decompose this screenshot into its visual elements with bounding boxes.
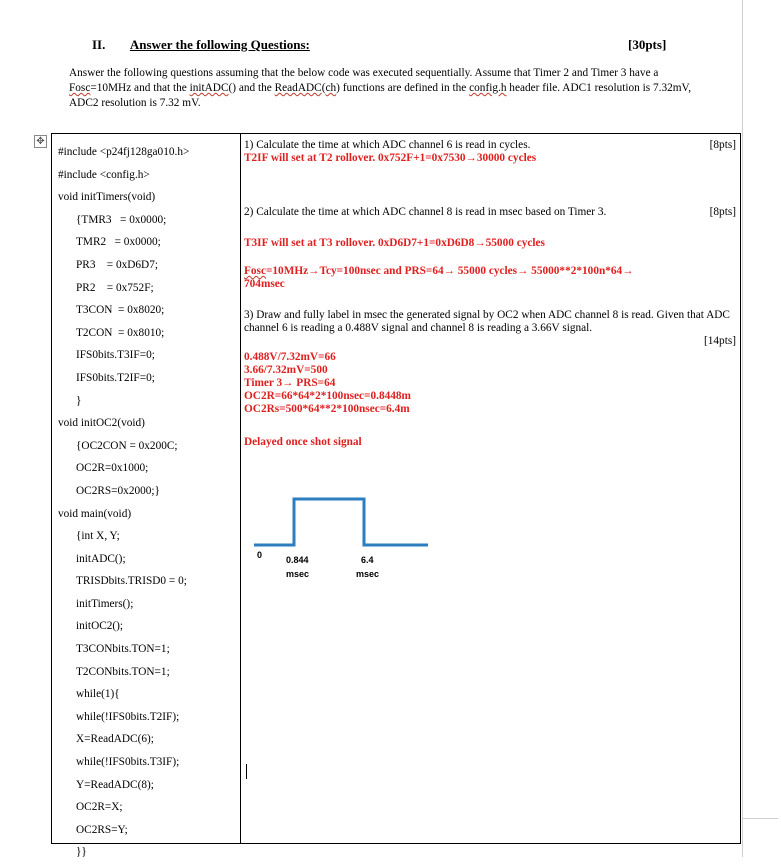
question-2-answer-3: 704msec <box>244 278 285 290</box>
question-2-answer-2 <box>244 265 736 278</box>
question-3-text: 3) Draw and fully label in msec the generated signal by OC2 when ADC channel 8 is read. Given that ADC channel 6 is reading a 0.488V signal and channel 8 is reading a 3.66V signal. <box>244 309 730 334</box>
table-column-divider <box>240 133 241 844</box>
code-line: initTimers(); <box>76 597 134 610</box>
code-line: X=ReadADC(6); <box>76 733 154 746</box>
code-line: OC2R=0x1000; <box>76 462 149 475</box>
code-line: OC2RS=0x2000;} <box>76 484 160 497</box>
intro-fosc: Fosc <box>69 82 91 94</box>
code-line: PR2 = 0x752F; <box>76 281 154 294</box>
intro-text: ) functions are defined in the <box>336 82 470 94</box>
intro-config-h: config.h <box>469 82 507 94</box>
question-1-answer: T2IF will set at T2 rollover. 0x752F+1=0x7530→30000 cycles <box>244 152 537 164</box>
question-2-answer-1: T3IF will set at T3 rollover. 0xD6D7+1=0xD6D8→55000 cycles <box>244 237 545 249</box>
question-3-points: [14pts] <box>703 335 736 347</box>
code-line: PR3 = 0xD6D7; <box>76 258 159 271</box>
code-line: IFS0bits.T2IF=0; <box>76 371 155 384</box>
question-1 <box>244 139 736 165</box>
code-line: Y=ReadADC(8); <box>76 778 154 791</box>
code-line: {OC2CON = 0x200C; <box>76 439 178 452</box>
oc2-signal-diagram <box>244 485 444 585</box>
intro-text: Answer the following questions assuming that the below code was executed sequentially. Assume that Timer 2 and Timer 3 have a <box>69 67 659 79</box>
code-line: void initTimers(void) <box>58 191 156 204</box>
question-2-text: 2) Calculate the time at which ADC channel 8 is read in msec based on Timer 3. <box>244 206 607 218</box>
signal-label-rise: 0.844 <box>286 555 309 565</box>
page-edge <box>742 0 743 857</box>
code-line: OC2R=X; <box>76 801 123 814</box>
oc2-signal-waveform <box>254 499 428 545</box>
section-title: Answer the following Questions: <box>129 37 310 52</box>
intro-paragraph <box>69 66 719 111</box>
code-line: void initOC2(void) <box>58 417 145 430</box>
code-line: void main(void) <box>58 507 132 520</box>
question-2 <box>244 206 736 219</box>
table-move-handle-icon[interactable]: ✥ <box>34 135 47 148</box>
code-line: #include <p24fj128ga010.h> <box>58 146 190 158</box>
intro-readadc: ReadADC <box>274 82 322 94</box>
code-line: IFS0bits.T3IF=0; <box>76 349 155 362</box>
signal-label-zero: 0 <box>257 550 263 560</box>
section-number: II. <box>92 37 106 52</box>
code-line: {int X, Y; <box>76 530 120 543</box>
code-line: while(1){ <box>76 688 120 701</box>
code-line: TRISDbits.TRISD0 = 0; <box>76 575 187 588</box>
question-3-answer-line: OC2R=66*64*2*100nsec=0.8448m <box>244 390 411 402</box>
text-cursor <box>246 764 247 779</box>
code-line: while(!IFS0bits.T3IF); <box>76 756 180 769</box>
question-1-text: 1) Calculate the time at which ADC channel 6 is read in cycles. <box>244 139 531 151</box>
code-line: T3CONbits.TON=1; <box>76 643 170 656</box>
section-points: [30pts] <box>628 37 667 52</box>
code-listing <box>58 141 238 864</box>
question-3-answer-line: 0.488V/7.32mV=66 <box>244 351 336 363</box>
intro-ch: ch <box>325 82 337 94</box>
question-3-answer-line: Timer 3→ PRS=64 <box>244 377 336 389</box>
question-2-fosc: Fosc <box>244 265 266 277</box>
intro-text: () and the <box>228 82 275 94</box>
code-line: #include <config.h> <box>58 168 150 181</box>
code-line: OC2RS=Y; <box>76 823 128 836</box>
intro-text: header file. ADC1 resolution is 7.32mV, ADC2 resolution is 7.32 mV. <box>69 82 692 109</box>
code-line: initOC2(); <box>76 620 124 633</box>
signal-label-fall-unit: msec <box>356 569 380 579</box>
code-line: {TMR3 = 0x0000; <box>76 213 167 226</box>
code-line: T2CON = 0x8010; <box>76 326 165 339</box>
code-line: initADC(); <box>76 552 126 565</box>
intro-text: =10MHz and that the <box>90 82 190 94</box>
intro-text: ( <box>321 82 326 94</box>
page-edge-bottom <box>742 818 778 819</box>
question-2-points: [8pts] <box>709 206 736 218</box>
question-2-calc: =10MHz→Tcy=100nsec and PRS=64→ 55000 cycles→ 55000**2*100n*64→ <box>265 265 634 277</box>
signal-label-fall: 6.4 <box>361 555 374 565</box>
code-line: T2CONbits.TON=1; <box>76 665 170 678</box>
section-heading <box>92 37 310 53</box>
code-line: } <box>76 394 82 407</box>
question-3 <box>244 309 736 335</box>
question-3-answer-line: OC2Rs=500*64**2*100nsec=6.4m <box>244 403 410 415</box>
signal-caption: Delayed once shot signal <box>244 436 362 448</box>
code-line: TMR2 = 0x0000; <box>76 236 161 249</box>
signal-label-rise-unit: msec <box>286 569 310 579</box>
code-line: }} <box>76 846 87 859</box>
question-3-answer-line: 3.66/7.32mV=500 <box>244 364 328 376</box>
question-1-points: [8pts] <box>709 139 736 151</box>
code-line: T3CON = 0x8020; <box>76 304 165 317</box>
intro-initadc: initADC <box>189 82 229 94</box>
code-line: while(!IFS0bits.T2IF); <box>76 710 180 723</box>
